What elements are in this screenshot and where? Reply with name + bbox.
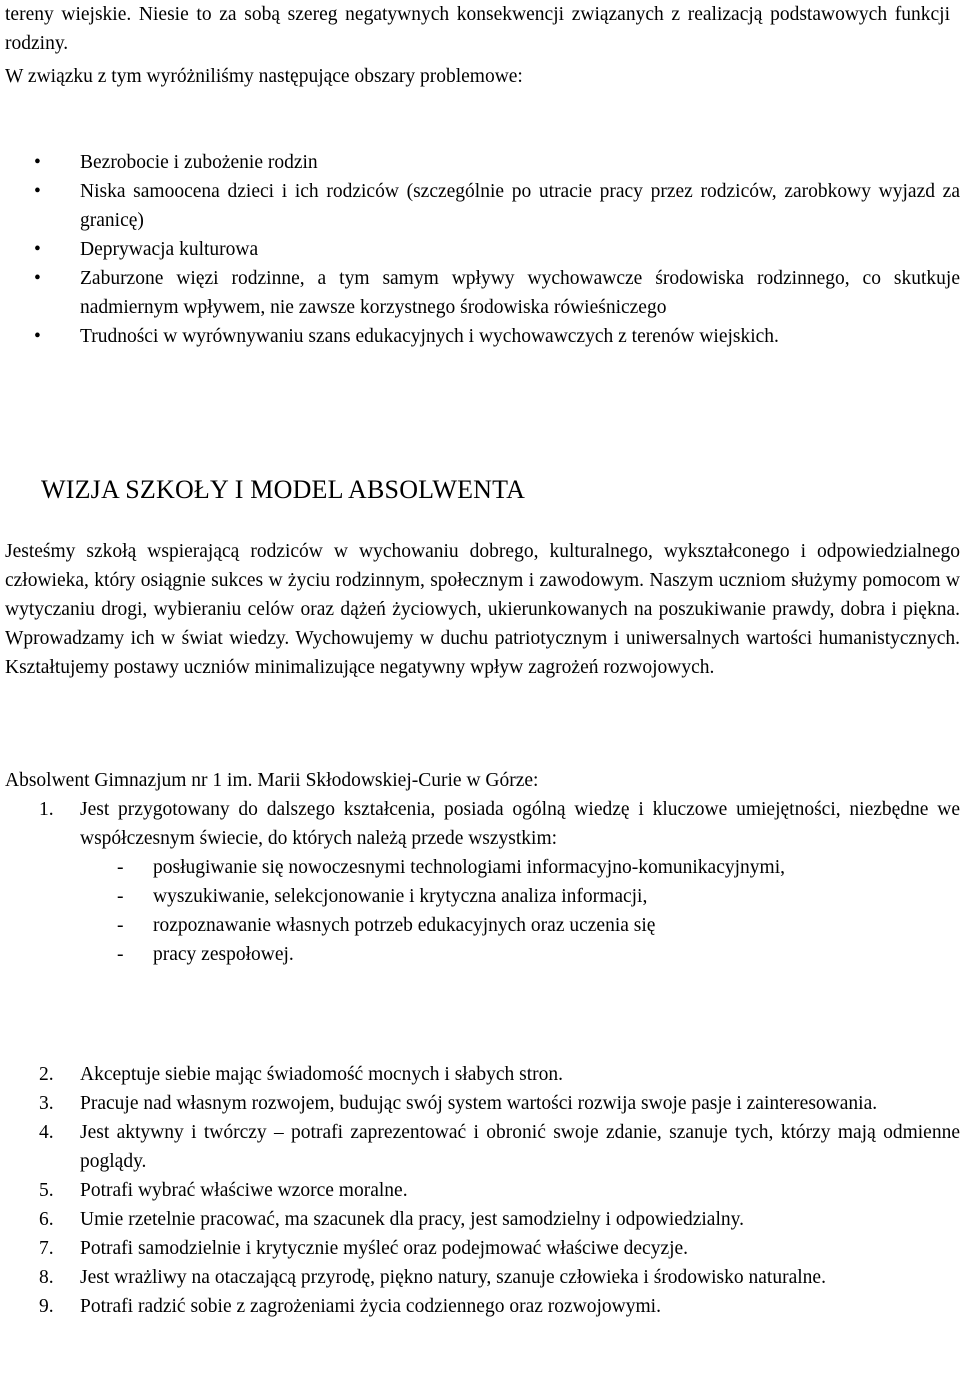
graduate-model-title: Absolwent Gimnazjum nr 1 im. Marii Skłodowskiej-Curie w Górze: [5,770,539,791]
section-heading: WIZJA SZKOŁY I MODEL ABSOLWENTA [41,475,526,504]
sublist-item-text: wyszukiwanie, selekcjonowanie i krytyczna analiza informacji, [153,886,648,907]
list-item-text: Trudności w wyrównywaniu szans edukacyjnych i wychowawczych z terenów wiejskich. [80,326,779,347]
graduate-traits-list-part-2 [0,1060,960,1321]
list-item-text: Deprywacja kulturowa [80,239,259,260]
bullet-icon: • [34,152,41,173]
list-item [0,1060,960,1089]
intro-paragraph: tereny wiejskie. Niesie to za sobą szereg negatywnych konsekwencji związanych z realizacją podstawowych funkcji rodziny. [5,4,950,54]
list-item-number: 1. [39,799,54,820]
sublist-item [80,940,960,969]
list-item-text: Jest wrażliwy na otaczającą przyrodę, piękno natury, szanuje człowieka i środowisko naturalne. [80,1267,826,1288]
sublist-item [80,882,960,911]
skills-sublist [80,853,960,969]
list-item-number: 6. [39,1209,54,1230]
problem-areas-list [0,148,960,351]
list-item [0,795,960,969]
graduate-traits-list-part-1 [0,795,960,969]
list-item [0,1089,960,1118]
list-item [0,235,960,264]
list-item [0,1118,960,1176]
list-item-text: Niska samoocena dzieci i ich rodziców (szczególnie po utracie pracy przez rodziców, zarobkowy wyjazd za granicę) [80,181,960,231]
list-item [0,322,960,351]
bullet-icon: • [34,239,41,260]
vision-paragraph: Jesteśmy szkołą wspierającą rodziców w wychowaniu dobrego, kulturalnego, wykształconego i odpowiedzialnego człowieka, który osiągnie sukces w życiu rodzinnym, społecznym i zawodowym. Naszym uczniom służymy pomocom w wytyczaniu drogi, wybieraniu celów oraz dążeń życiowych, ukierunkowanych na poszukiwanie prawdy, dobra i piękna. Wprowadzamy ich w świat wiedzy. Wychowujemy w duchu patriotycznym i uniwersalnych wartości humanistycznych. Kształtujemy postawy uczniów minimalizujące negatywny wpływ zagrożeń rozwojowych. [5,541,960,678]
list-item-text: Jest przygotowany do dalszego kształcenia, posiada ogólną wiedzę i kluczowe umiejętności, niezbędne we współczesnym świecie, do których należą przede wszystkim: [80,799,960,849]
list-item-number: 9. [39,1296,54,1317]
dash-icon: - [117,915,124,936]
list-item-number: 2. [39,1064,54,1085]
list-item-number: 5. [39,1180,54,1201]
list-item-text: Potrafi radzić sobie z zagrożeniami życia codziennego oraz rozwojowymi. [80,1296,661,1317]
list-item-number: 8. [39,1267,54,1288]
list-item-text: Potrafi samodzielnie i krytycznie myśleć oraz podejmować właściwe decyzje. [80,1238,689,1259]
list-item [0,1292,960,1321]
dash-icon: - [117,886,124,907]
bullet-icon: • [34,181,41,202]
list-item-number: 4. [39,1122,54,1143]
list-item [0,1263,960,1292]
list-item [0,177,960,235]
sublist-item [80,853,960,882]
list-item-text: Akceptuje siebie mając świadomość mocnych i słabych stron. [80,1064,564,1085]
list-item-number: 7. [39,1238,54,1259]
list-item-text: Umie rzetelnie pracować, ma szacunek dla pracy, jest samodzielny i odpowiedzialny. [80,1209,744,1230]
problem-areas-lead: W związku z tym wyróżniliśmy następujące obszary problemowe: [5,66,523,87]
dash-icon: - [117,857,124,878]
list-item-text: Pracuje nad własnym rozwojem, budując swój system wartości rozwija swoje pasje i zainteresowania. [80,1093,878,1114]
bullet-icon: • [34,326,41,347]
list-item-text: Jest aktywny i twórczy – potrafi zaprezentować i obronić swoje zdanie, szanuje tych, którzy mają odmienne poglądy. [80,1122,960,1172]
list-item-text: Bezrobocie i zubożenie rodzin [80,152,318,173]
list-item [0,148,960,177]
dash-icon: - [117,944,124,965]
sublist-item [80,911,960,940]
bullet-icon: • [34,268,41,289]
list-item-number: 3. [39,1093,54,1114]
list-item [0,1234,960,1263]
sublist-item-text: pracy zespołowej. [153,944,294,965]
list-item-text: Potrafi wybrać właściwe wzorce moralne. [80,1180,408,1201]
sublist-item-text: posługiwanie się nowoczesnymi technologiami informacyjno-komunikacyjnymi, [153,857,785,878]
list-item [0,1205,960,1234]
list-item-text: Zaburzone więzi rodzinne, a tym samym wpływy wychowawcze środowiska rodzinnego, co skutkuje nadmiernym wpływem, nie zawsze korzystnego środowiska rówieśniczego [80,268,960,318]
sublist-item-text: rozpoznawanie własnych potrzeb edukacyjnych oraz uczenia się [153,915,656,936]
list-item [0,264,960,322]
list-item [0,1176,960,1205]
